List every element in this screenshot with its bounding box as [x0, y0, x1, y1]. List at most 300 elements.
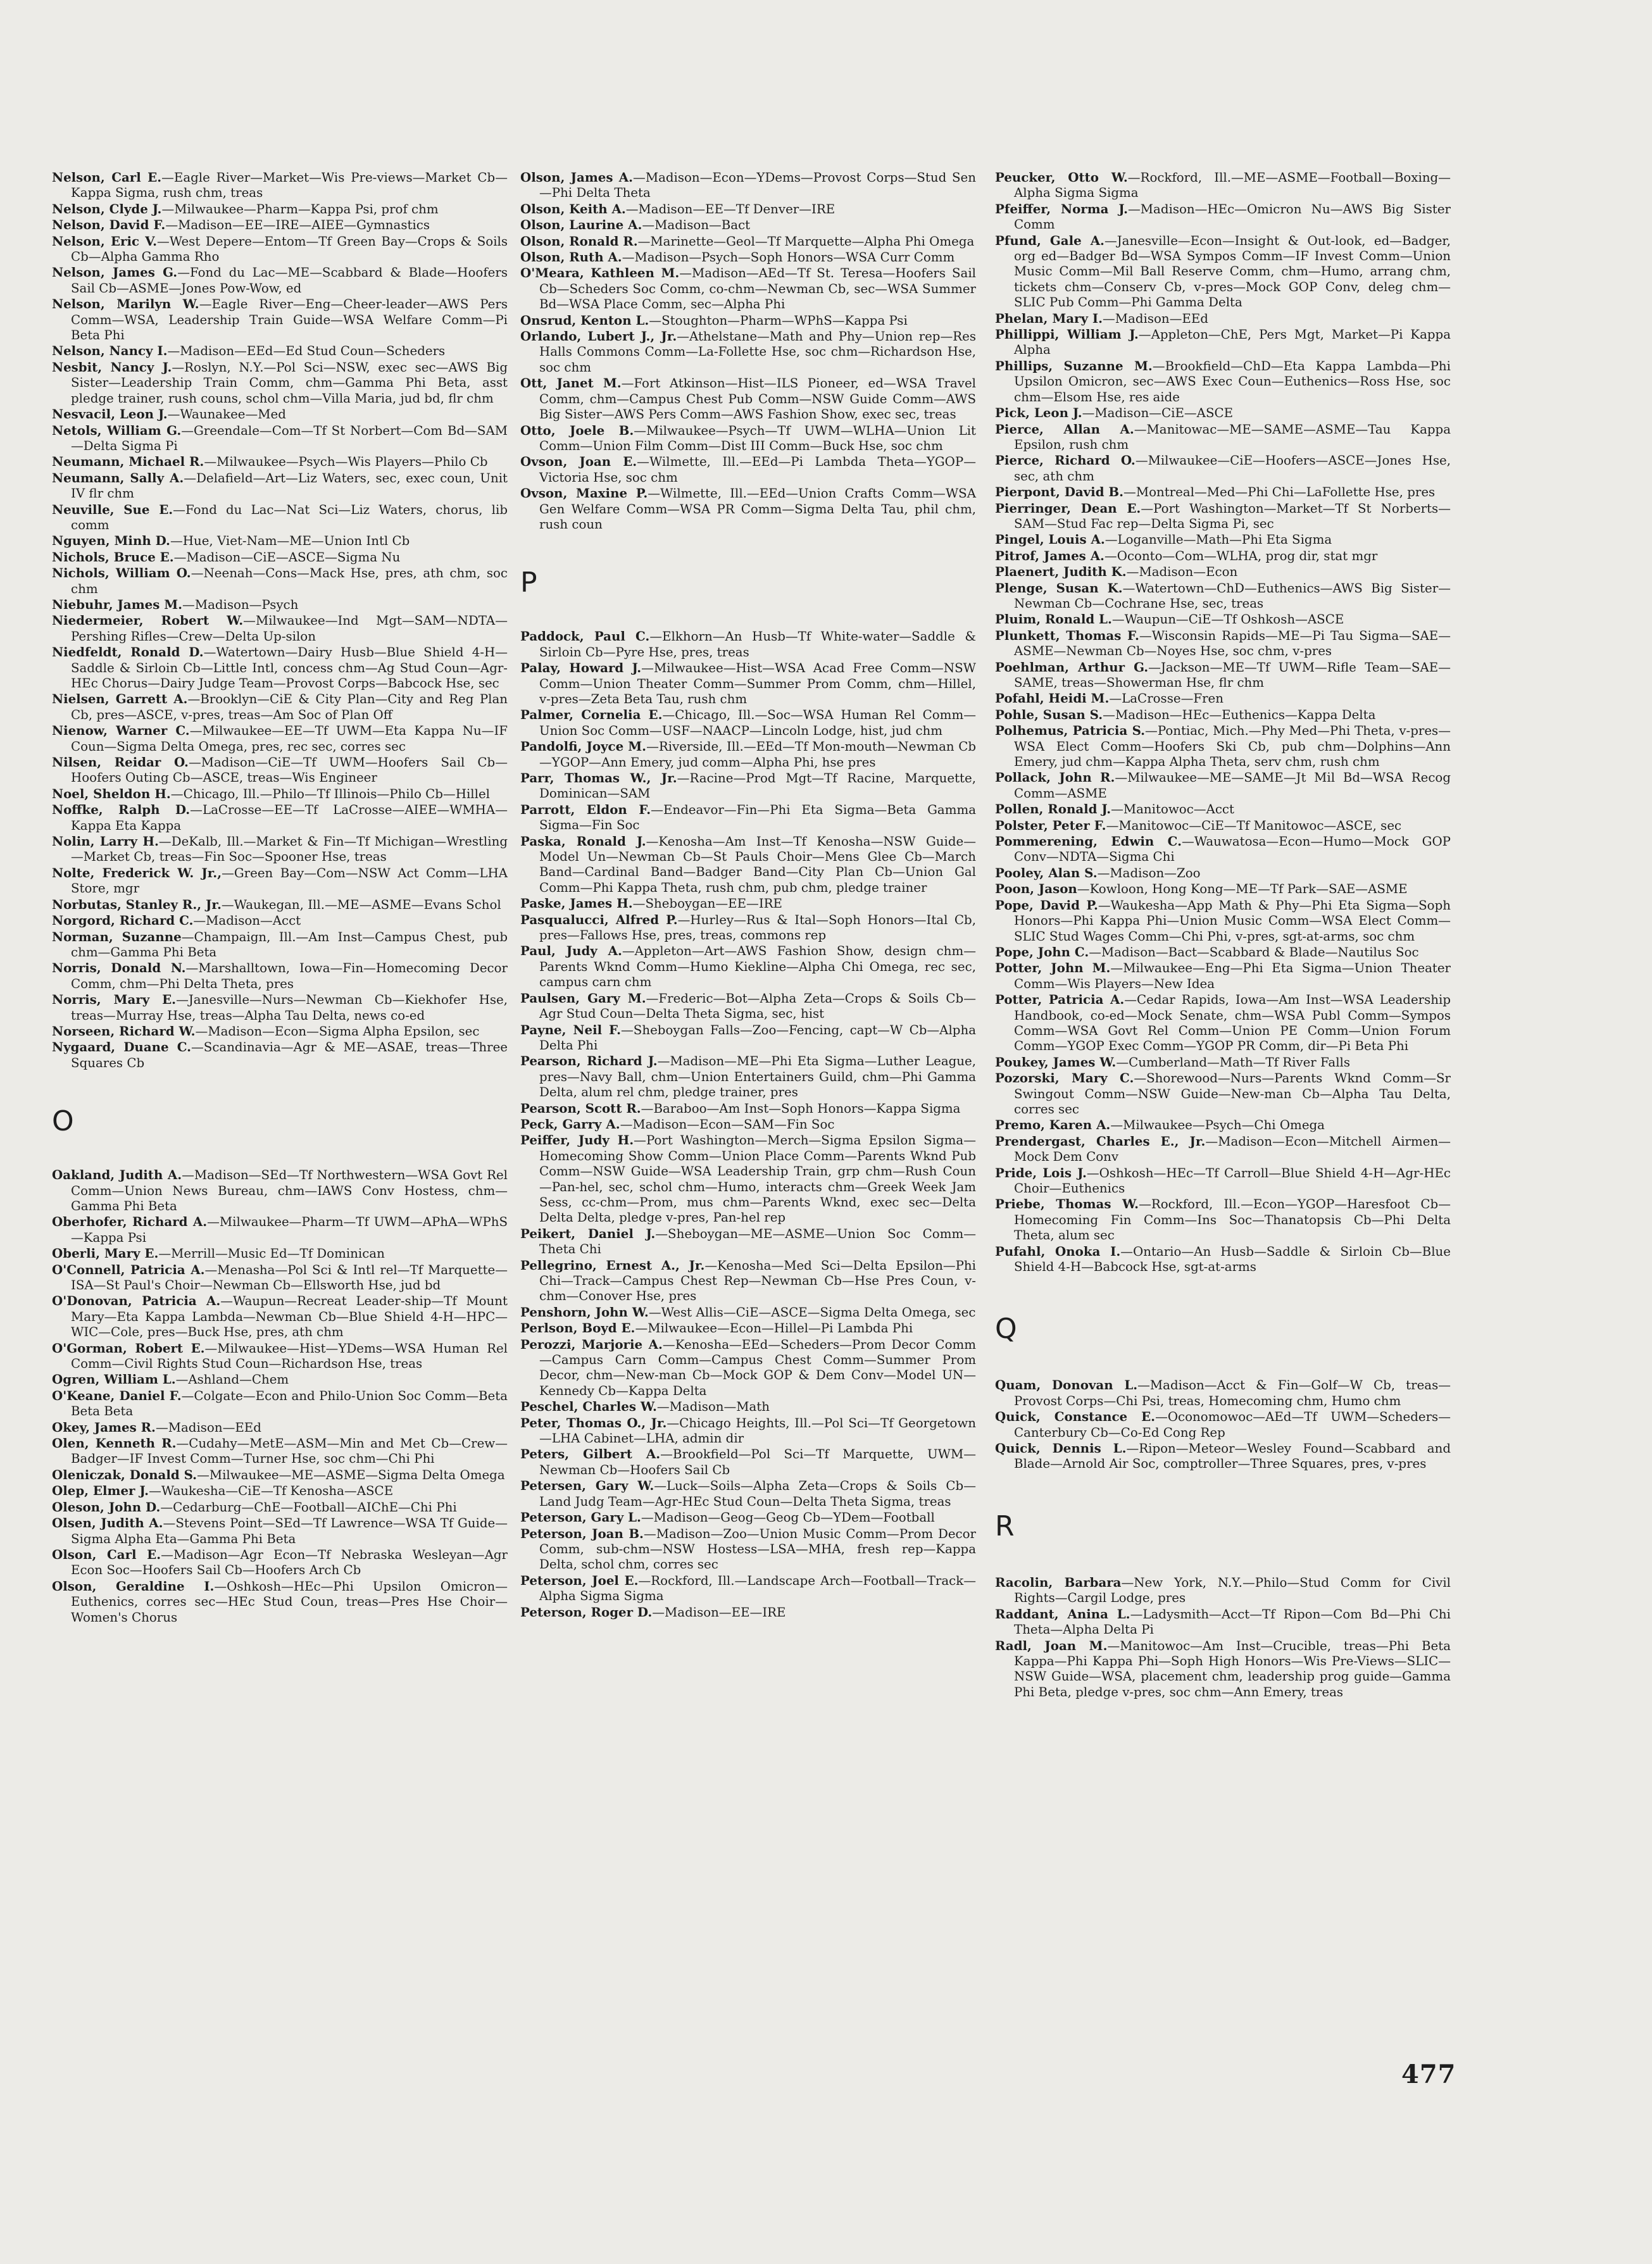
entry-name: Pasqualucci, Alfred P. [520, 911, 678, 927]
directory-entry [52, 597, 508, 613]
entry-name: Pick, Leon J. [995, 405, 1082, 421]
entry-details: —Wisconsin Rapids—ME—Pi Tau Sigma—SAE—ASME—Newman Cb—Noyes Hse, soc chm, v-pres [1014, 628, 1451, 659]
entry-name: Poon, Jason [995, 881, 1077, 897]
directory-entry [995, 422, 1451, 453]
entry-details: —Cudahy—MetE—ASM—Min and Met Cb—Crew—Badger—IF Invest Comm—Turner Hse, soc chm—Chi Phi [71, 1436, 508, 1467]
entry-details: —Madison—Econ—YDems—Provost Corps—Stud Sen—Phi Delta Theta [539, 170, 976, 201]
entry-details: —New York, N.Y.—Philo—Stud Comm for Civil Rights—Cargil Lodge, pres [1014, 1575, 1451, 1606]
directory-entry [52, 613, 508, 644]
directory-entry [52, 406, 508, 422]
directory-entry [520, 265, 976, 312]
directory-entry [520, 1258, 976, 1304]
entry-details: —Kenosha—Am Inst—Tf Kenosha—NSW Guide—Model Un—Newman Cb—St Pauls Choir—Mens Glee Cb—March Band—Cardinal Band—Badger Band—City Plan Cb—Union Gal Comm—Phi Kappa Theta, rush chm, pub chm, pledge trainer [539, 834, 976, 895]
directory-entry [995, 770, 1451, 801]
entry-name: Oleson, John D. [52, 1499, 161, 1515]
directory-entry [520, 991, 976, 1022]
entry-details: —Manitowoc—CiE—Tf Manitowoc—ASCE, sec [1106, 818, 1402, 833]
directory-entry [520, 1446, 976, 1478]
directory-entry [520, 1526, 976, 1573]
entry-name: Pluim, Ronald L. [995, 611, 1112, 627]
directory-entry [52, 1246, 508, 1261]
entry-name: Parr, Thomas W., Jr. [520, 770, 677, 785]
entry-details: —Fort Atkinson—Hist—ILS Pioneer, ed—WSA Travel Comm, chm—Campus Chest Pub Comm—NSW Guide Comm—AWS Big Sister—AWS Pers Comm—AWS Fashion Show, exec sec, treas [539, 376, 976, 422]
entry-details: —Fond du Lac—ME—Scabbard & Blade—Hoofers Sail Cb—ASME—Jones Pow-Wow, ed [71, 265, 508, 296]
entry-name: Pfund, Gale A. [995, 232, 1104, 248]
entry-name: Pearson, Scott R. [520, 1100, 641, 1116]
entry-name: Phillippi, William J. [995, 327, 1139, 342]
entry-details: —Milwaukee—Eng—Phi Eta Sigma—Union Theater Comm—Wis Players—New Idea [1014, 961, 1451, 991]
entry-name: Olson, Ronald R. [520, 233, 638, 249]
entry-details: —Endeavor—Fin—Phi Eta Sigma—Beta Gamma Sigma—Fin Soc [539, 802, 977, 833]
entry-name: Nelson, Carl E. [52, 170, 162, 185]
entry-details: —Stevens Point—SEd—Tf Lawrence—WSA Tf Guide—Sigma Alpha Eta—Gamma Phi Beta [71, 1516, 508, 1546]
directory-entry [520, 943, 976, 990]
entry-name: Olson, Laurine A. [520, 217, 642, 233]
directory-entry [995, 944, 1451, 960]
entry-name: Norman, Suzanne [52, 929, 182, 944]
entry-details: —Milwaukee—Psych—Tf UWM—WLHA—Union Lit Comm—Union Film Comm—Dist III Comm—Buck Hse, soc chm [539, 423, 976, 453]
entry-details: —Madison—EEd [1103, 311, 1208, 326]
entry-details: —Eagle River—Market—Wis Pre-views—Market Cb—Kappa Sigma, rush chm, treas [71, 170, 508, 201]
directory-entry [995, 992, 1451, 1054]
directory-entry [995, 484, 1451, 500]
entry-details: —Waukesha—CiE—Tf Kenosha—ASCE [149, 1484, 394, 1499]
entry-details: —Stoughton—Pharm—WPhS—Kappa Psi [649, 313, 908, 328]
entry-name: Norgord, Richard C. [52, 913, 194, 929]
entry-details: —Waupun—Recreat Leader-ship—Tf Mount Mary—Eta Kappa Lambda—Newman Cb—Blue Shield 4-H—HPC—WIC—Cole, pres—Buck Hse, pres, ath chm [71, 1294, 508, 1340]
entry-details: —Madison—Econ—SAM—Fin Soc [620, 1116, 835, 1132]
entry-details: —Madison—EE—IRE—AIEE—Gymnastics [165, 218, 430, 233]
entry-details: —Kenosha—Med Sci—Delta Epsilon—Phi Chi—Track—Campus Chest Rep—Newman Cb—Hse Pres Coun, v-chm—Conover Hse, pres [539, 1258, 976, 1304]
directory-entry [520, 1604, 976, 1620]
entry-name: Onsrud, Kenton L. [520, 312, 649, 328]
entry-name: Olson, Ruth A. [520, 249, 622, 265]
entry-name: Prendergast, Charles E., Jr. [995, 1133, 1206, 1149]
column-left [52, 170, 508, 1625]
entry-details: —Madison—Zoo [1097, 865, 1201, 880]
entry-name: Plunkett, Thomas F. [995, 627, 1139, 643]
directory-entry [520, 1337, 976, 1399]
directory-entry [995, 1244, 1451, 1275]
directory-entry [520, 802, 976, 834]
entry-details: —Madison—HEc—Omicron Nu—AWS Big Sister Comm [1014, 201, 1451, 232]
directory-entry [52, 1420, 508, 1435]
entry-name: Norris, Donald N. [52, 960, 186, 976]
directory-entry [52, 1483, 508, 1499]
entry-details: —Madison—Math [656, 1399, 770, 1415]
entry-name: Radl, Joan M. [995, 1637, 1108, 1653]
entry-details: —Rockford, Ill.—Econ—YGOP—Haresfoot Cb—Homecoming Fin Comm—Ins Soc—Thanatopsis Cb—Phi Delta Theta, alum sec [1014, 1197, 1451, 1243]
entry-details: —Madison—EE—IRE [652, 1604, 786, 1620]
directory-entry [995, 881, 1451, 897]
entry-name: Pommerening, Edwin C. [995, 834, 1182, 849]
directory-entry [995, 327, 1451, 358]
directory-entry [995, 691, 1451, 706]
entry-details: —Ashland—Chem [175, 1372, 289, 1387]
entry-name: Neuville, Sue E. [52, 501, 173, 517]
entry-name: Olson, Carl E. [52, 1546, 161, 1562]
entry-name: Plenge, Susan K. [995, 580, 1123, 596]
entry-name: Netols, William G. [52, 422, 182, 438]
entry-details: —Manitowoc—Am Inst—Crucible, treas—Phi Beta Kappa—Phi Kappa Phi—Soph High Honors—Wis Pre-Views—SLIC—NSW Guide—WSA, placement chm, leadership prog guide—Gamma Phi Beta, pledge v-pres, soc chm—Ann Emery, treas [1014, 1638, 1451, 1699]
directory-entry [52, 691, 508, 723]
column-right [995, 170, 1451, 1700]
entry-details: —Marshalltown, Iowa—Fin—Homecoming Decor Comm, chm—Phi Delta Theta, pres [71, 961, 508, 991]
directory-entry [520, 249, 976, 265]
entry-name: Racolin, Barbara [995, 1574, 1122, 1590]
entry-name: Peters, Gilbert A. [520, 1446, 661, 1462]
entry-details: —Appleton—Art—AWS Fashion Show, design chm—Parents Wknd Comm—Humo Kiekline—Alpha Chi Omega, rec sec, campus carn chm [539, 944, 976, 990]
entry-name: Payne, Neil F. [520, 1022, 621, 1037]
entry-name: O'Connell, Patricia A. [52, 1261, 205, 1277]
directory-entry [52, 992, 508, 1023]
entry-name: Norbutas, Stanley R., Jr. [52, 896, 222, 912]
directory-entry [995, 723, 1451, 770]
entry-name: Peck, Garry A. [520, 1116, 620, 1132]
entry-name: O'Meara, Kathleen M. [520, 265, 680, 281]
directory-entry [995, 960, 1451, 992]
entry-name: Plaenert, Judith K. [995, 564, 1127, 580]
entry-name: Olson, Keith A. [520, 201, 626, 216]
entry-details: —Madison—CiE—ASCE [1082, 406, 1234, 421]
directory-entry [520, 234, 976, 249]
directory-entry [520, 1022, 976, 1054]
entry-details: —Kowloon, Hong Kong—ME—Tf Park—SAE—ASME [1077, 882, 1408, 897]
entry-name: Nelson, David F. [52, 217, 166, 233]
directory-entry [995, 865, 1451, 881]
entry-details: —Merrill—Music Ed—Tf Dominican [158, 1246, 385, 1261]
directory-entry [52, 265, 508, 296]
directory-entry [520, 170, 976, 201]
column-middle [520, 170, 976, 1620]
entry-name: Pierpont, David B. [995, 484, 1124, 500]
entry-name: Perozzi, Marjorie A. [520, 1336, 663, 1352]
entry-name: Raddant, Anina L. [995, 1606, 1130, 1622]
directory-entry [52, 1372, 508, 1387]
entry-details: —Champaign, Ill.—Am Inst—Campus Chest, pub chm—Gamma Phi Beta [71, 929, 508, 960]
directory-entry [995, 405, 1451, 421]
directory-entry [52, 470, 508, 502]
directory-entry [995, 834, 1451, 865]
entry-name: Nelson, James G. [52, 265, 178, 280]
directory-entry [52, 1499, 508, 1515]
entry-details: —Madison—Bact [642, 218, 751, 233]
entry-details: —Eagle River—Eng—Cheer-leader—AWS Pers Comm—WSA, Leadership Train Guide—WSA Welfare Comm—Pi Beta Phi [71, 297, 508, 343]
directory-entry [995, 453, 1451, 484]
entry-details: —Ripon—Meteor—Wesley Found—Scabbard and Blade—Arnold Air Soc, comptroller—Three Squares, pres, v-pres [1014, 1441, 1451, 1472]
entry-name: Nguyen, Minh D. [52, 533, 170, 549]
entry-name: Nesvacil, Leon J. [52, 406, 168, 422]
entry-details: —Waunakee—Med [167, 407, 286, 422]
directory-entry [520, 834, 976, 896]
section-letter: O [52, 1105, 74, 1138]
entry-name: Otto, Joele B. [520, 422, 634, 438]
entry-name: Oberli, Mary E. [52, 1246, 159, 1261]
entry-details: —Madison—EE—Tf Denver—IRE [625, 201, 835, 216]
directory-entry [52, 913, 508, 929]
entry-details: —Cumberland—Math—Tf River Falls [1116, 1054, 1351, 1070]
entry-details: —Milwaukee—Psych—Wis Players—Philo Cb [204, 454, 488, 470]
directory-entry [52, 1293, 508, 1340]
directory-entry [520, 1116, 976, 1132]
section-letter: R [995, 1510, 1015, 1542]
directory-entry [995, 1165, 1451, 1197]
directory-entry [995, 1441, 1451, 1472]
directory-entry [995, 897, 1451, 944]
directory-entry [995, 501, 1451, 532]
entry-name: Paulsen, Gary M. [520, 990, 646, 1006]
entry-details: —Madison—Econ—Sigma Alpha Epsilon, sec [195, 1023, 480, 1039]
entry-name: Nolin, Larry H. [52, 834, 159, 849]
entry-details: —Rockford, Ill.—Landscape Arch—Football—Track—Alpha Sigma Sigma [539, 1573, 976, 1604]
entry-details: —Milwaukee—ME—SAME—Jt Mil Bd—WSA Recog Comm—ASME [1014, 770, 1451, 801]
entry-details: —Janesville—Econ—Insight & Out-look, ed—Badger, org ed—Badger Bd—WSA Sympos Comm—IF Invest Comm—Union Music Comm—Mil Ball Reserve Comm, chm—Humo, arrang chm, tickets chm—Conserv Cb, v-pres—Mock GOP Conv, deleg chm—SLIC Pub Comm—Phi Gamma Delta [1014, 233, 1451, 310]
entry-details: —Madison—Acct & Fin—Golf—W Cb, treas—Provost Corps—Chi Psi, treas, Homecoming chm, Humo chm [1014, 1378, 1451, 1408]
entry-name: Peterson, Roger D. [520, 1604, 653, 1620]
entry-name: Nielsen, Garrett A. [52, 691, 188, 707]
directory-entry [520, 1399, 976, 1415]
entry-name: Penshorn, John W. [520, 1304, 649, 1320]
directory-entry [52, 502, 508, 534]
directory-entry [995, 818, 1451, 834]
directory-entry [995, 532, 1451, 547]
section-letter: Q [995, 1313, 1017, 1346]
entry-name: Okey, James R. [52, 1419, 156, 1435]
entry-details: —Oconomowoc—AEd—Tf UWM—Scheders—Canterbury Cb—Co-Ed Cong Rep [1014, 1410, 1451, 1440]
entry-details: —Milwaukee—Psych—Chi Omega [1110, 1118, 1325, 1133]
entry-name: Nygaard, Duane C. [52, 1039, 191, 1055]
entry-name: Neumann, Sally A. [52, 470, 184, 485]
entry-details: —Kenosha—EEd—Scheders—Prom Decor Comm—Campus Carn Comm—Campus Chest Comm—Summer Prom Decor, chm—New-man Cb—Mock GOP & Dem Conv—Model UN—Kennedy Cb—Kappa Delta [539, 1337, 976, 1398]
entry-name: Peterson, Gary L. [520, 1510, 641, 1525]
entry-name: Nolte, Frederick W. Jr., [52, 865, 222, 880]
entry-details: —Riverside, Ill.—EEd—Tf Mon-mouth—Newman Cb—YGOP—Ann Emery, jud comm—Alpha Phi, hse pres [539, 739, 976, 770]
entry-name: Paddock, Paul C. [520, 629, 650, 644]
entry-details: —Madison—CiE—Tf UWM—Hoofers Sail Cb—Hoofers Outing Cb—ASCE, treas—Wis Engineer [71, 755, 508, 785]
entry-details: —West Allis—CiE—ASCE—Sigma Delta Omega, sec [648, 1304, 976, 1320]
directory-entry [52, 1547, 508, 1579]
entry-name: Polhemus, Patricia S. [995, 723, 1146, 739]
entry-name: Potter, John M. [995, 960, 1111, 976]
entry-name: Nelson, Marilyn W. [52, 296, 199, 312]
entry-details: —Rockford, Ill.—ME—ASME—Football—Boxing—Alpha Sigma Sigma [1014, 170, 1451, 201]
entry-name: Potter, Patricia A. [995, 992, 1125, 1008]
directory-entry [52, 929, 508, 961]
entry-name: Quick, Constance E. [995, 1409, 1156, 1425]
entry-name: Pitrof, James A. [995, 547, 1104, 563]
entry-details: —Madison—EEd—Ed Stud Coun—Scheders [167, 344, 446, 359]
entry-name: Noel, Sheldon H. [52, 785, 171, 801]
directory-entry [520, 770, 976, 802]
entry-details: —Cedar Rapids, Iowa—Am Inst—WSA Leadership Handbook, co-ed—Mock Senate, chm—WSA Publ Comm—Sympos Comm—WSA Govt Rel Comm—Union PE Comm—Union Forum Comm—YGOP Exec Comm—YGOP PR Comm, dir—Pi Beta Phi [1014, 992, 1451, 1054]
entry-name: Pearson, Richard J. [520, 1053, 658, 1069]
directory-entry [520, 1101, 976, 1116]
entry-name: Palay, Howard J. [520, 660, 642, 676]
entry-details: —Madison—Acct [193, 913, 301, 929]
directory-entry [995, 170, 1451, 201]
entry-details: —Oconto—Com—WLHA, prog dir, stat mgr [1104, 548, 1378, 563]
entry-name: Peucker, Otto W. [995, 170, 1128, 185]
entry-name: Nelson, Nancy I. [52, 343, 168, 359]
directory-entry [52, 1388, 508, 1420]
directory-entry [995, 358, 1451, 405]
entry-details: —Milwaukee—Ind Mgt—SAM—NDTA—Pershing Rifles—Crew—Delta Up-silon [71, 613, 508, 644]
entry-details: —Madison—Zoo—Union Music Comm—Prom Decor Comm, sub-chm—NSW Hostess—LSA—MHA, fresh rep—Kappa Delta, schol chm, corres sec [539, 1526, 976, 1572]
entry-details: —Jackson—ME—Tf UWM—Rifle Team—SAE—SAME, treas—Showerman Hse, flr chm [1014, 660, 1451, 690]
entry-name: Ogren, William L. [52, 1372, 176, 1387]
entry-details: —Racine—Prod Mgt—Tf Racine, Marquette, Dominican—SAM [539, 771, 976, 801]
directory-entry [520, 1053, 976, 1100]
directory-entry [520, 1304, 976, 1320]
directory-entry [520, 485, 976, 532]
entry-name: Noffke, Ralph D. [52, 802, 191, 818]
entry-details: —LaCrosse—Fren [1109, 691, 1223, 706]
entry-details: —Milwaukee—Hist—WSA Acad Free Comm—NSW Comm—Union Theater Comm—Summer Prom Comm, chm—Hillel, v-pres—Zeta Beta Tau, rush chm [539, 661, 976, 706]
entry-details: —Madison—Geog—Geog Cb—YDem—Football [641, 1510, 935, 1525]
directory-entry [995, 1196, 1451, 1243]
entry-name: Polster, Peter F. [995, 817, 1106, 833]
entry-details: —Shorewood—Nurs—Parents Wknd Comm—Sr Swingout Comm—NSW Guide—New-man Cb—Alpha Tau Delta, corres sec [1014, 1071, 1451, 1116]
entry-details: —Montreal—Med—Phi Chi—LaFollette Hse, pres [1123, 485, 1436, 500]
entry-name: Poehlman, Arthur G. [995, 659, 1149, 675]
directory-entry [52, 565, 508, 597]
entry-details: —Baraboo—Am Inst—Soph Honors—Kappa Sigma [641, 1101, 961, 1116]
directory-entry [52, 786, 508, 802]
directory-entry [520, 1320, 976, 1336]
entry-details: —Brooklyn—CiE & City Plan—City and Reg Plan Cb, pres—ASCE, v-pres, treas—Am Soc of Plan Off [71, 692, 508, 722]
entry-name: Pozorski, Mary C. [995, 1070, 1134, 1086]
directory-entry [52, 1579, 508, 1625]
entry-details: —Madison—HEc—Euthenics—Kappa Delta [1103, 707, 1376, 722]
directory-entry [520, 375, 976, 422]
entry-name: Pierringer, Dean E. [995, 500, 1141, 516]
entry-name: Pellegrino, Ernest A., Jr. [520, 1257, 705, 1273]
entry-name: Pufahl, Onoka I. [995, 1243, 1121, 1259]
entry-name: Pierce, Richard O. [995, 453, 1136, 468]
directory-entry [520, 707, 976, 739]
entry-name: Olep, Elmer J. [52, 1483, 149, 1499]
entry-details: —Neenah—Cons—Mack Hse, pres, ath chm, soc chm [71, 566, 508, 596]
directory-entry [520, 217, 976, 233]
directory-entry [52, 234, 508, 265]
directory-entry [995, 1117, 1451, 1133]
entry-details: —Brookfield—Pol Sci—Tf Marquette, UWM—Newman Cb—Hoofers Sail Cb [539, 1447, 976, 1477]
directory-entry [52, 423, 508, 454]
directory-entry [52, 1023, 508, 1039]
entry-details: —Milwaukee—CiE—Hoofers—ASCE—Jones Hse, sec, ath chm [1014, 453, 1451, 484]
entry-details: —Wilmette, Ill.—EEd—Union Crafts Comm—WSA Gen Welfare Comm—WSA PR Comm—Sigma Delta Tau, phil chm, rush coun [539, 486, 976, 532]
entry-name: Nienow, Warner C. [52, 723, 190, 739]
entry-name: O'Gorman, Robert E. [52, 1340, 205, 1356]
directory-entry [52, 960, 508, 992]
entry-name: Olson, Geraldine I. [52, 1578, 215, 1594]
entry-name: Pingel, Louis A. [995, 532, 1105, 547]
directory-entry [52, 533, 508, 549]
entry-name: Paul, Judy A. [520, 943, 622, 959]
entry-name: Olson, James A. [520, 170, 634, 185]
directory-entry [52, 170, 508, 201]
directory-entry [52, 723, 508, 754]
entry-details: —Sheboygan—EE—IRE [632, 896, 782, 911]
entry-name: Pandolfi, Joyce M. [520, 739, 647, 754]
entry-name: Olen, Kenneth R. [52, 1435, 177, 1451]
entry-details: —West Depere—Entom—Tf Green Bay—Crops & Soils Cb—Alpha Gamma Rho [71, 234, 508, 265]
entry-details: —Sheboygan—ME—ASME—Union Soc Comm—Theta Chi [539, 1226, 976, 1257]
entry-details: —Madison—Econ [1126, 565, 1238, 580]
directory-entry [995, 611, 1451, 627]
directory-entry [995, 580, 1451, 612]
entry-details: —Chicago Heights, Ill.—Pol Sci—Tf Georgetown—LHA Cabinet—LHA, admin dir [539, 1415, 976, 1446]
entry-details: —Ontario—An Husb—Saddle & Sirloin Cb—Blue Shield 4-H—Babcock Hse, sgt-at-arms [1014, 1244, 1451, 1275]
directory-entry [520, 739, 976, 770]
directory-entry [995, 628, 1451, 660]
entry-name: Pooley, Alan S. [995, 865, 1098, 880]
directory-entry [995, 1409, 1451, 1441]
page-number: 477 [1401, 2060, 1456, 2089]
entry-name: Oberhofer, Richard A. [52, 1214, 208, 1230]
entry-name: Parrott, Eldon F. [520, 801, 651, 817]
directory-entry [52, 1515, 508, 1547]
entry-name: Pohle, Susan S. [995, 706, 1103, 722]
entry-name: Peterson, Joel E. [520, 1572, 639, 1588]
entry-name: Peiffer, Judy H. [520, 1132, 634, 1148]
directory-entry [52, 1467, 508, 1483]
entry-name: Niedfeldt, Ronald D. [52, 644, 204, 660]
entry-details: —Madison—Agr Econ—Tf Nebraska Wesleyan—Agr Econ Soc—Hoofers Sail Cb—Hoofers Arch Cb [71, 1547, 508, 1578]
entry-details: —LaCrosse—EE—Tf LaCrosse—AIEE—WMHA—Kappa Eta Kappa [71, 803, 508, 833]
entry-details: —Manitowac—ME—SAME—ASME—Tau Kappa Epsilon, rush chm [1014, 422, 1451, 452]
entry-name: O'Keane, Daniel F. [52, 1387, 182, 1403]
entry-details: —Milwaukee—EE—Tf UWM—Eta Kappa Nu—IF Coun—Sigma Delta Omega, pres, rec sec, corres sec [71, 723, 508, 754]
directory-entry [995, 1070, 1451, 1117]
entry-name: Peikert, Daniel J. [520, 1225, 656, 1241]
entry-details: —Cedarburg—ChE—Football—AIChE—Chi Phi [160, 1499, 457, 1515]
entry-name: Norseen, Richard W. [52, 1023, 196, 1039]
entry-name: Phelan, Mary I. [995, 310, 1103, 326]
entry-details: —Watertown—Dairy Husb—Blue Shield 4-H—Saddle & Sirloin Cb—Little Intl, concess chm—Ag Stud Coun—Agr-HEc Chorus—Dairy Judge Team—Provost Corps—Babcock Hse, sec [71, 645, 508, 691]
entry-details: —Madison—Econ—Mitchell Airmen—Mock Dem Conv [1014, 1134, 1451, 1165]
entry-details: —Chicago, Ill.—Philo—Tf Illinois—Philo Cb—Hillel [170, 786, 490, 801]
entry-details: —Madison—SEd—Tf Northwestern—WSA Govt Rel Comm—Union News Bureau, chm—IAWS Conv Hostess, chm—Gamma Phi Beta [71, 1168, 508, 1213]
directory-entry [995, 201, 1451, 233]
entry-name: Petersen, Gary W. [520, 1478, 654, 1494]
directory-entry [520, 328, 976, 375]
entry-details: —Ladysmith—Acct—Tf Ripon—Com Bd—Phi Chi Theta—Alpha Delta Pi [1014, 1606, 1451, 1637]
entry-name: Nilsen, Reidar O. [52, 754, 189, 770]
entry-details: —Wauwatosa—Econ—Humo—Mock GOP Conv—NDTA—Sigma Chi [1014, 834, 1451, 865]
directory-entry [52, 201, 508, 217]
directory-entry [52, 865, 508, 897]
entry-name: Ovson, Maxine P. [520, 485, 648, 501]
entry-name: Nichols, Bruce E. [52, 549, 174, 565]
entry-details: —Elkhorn—An Husb—Tf White-water—Saddle & Sirloin Cb—Pyre Hse, pres, treas [539, 629, 976, 660]
directory-entry [52, 1214, 508, 1246]
entry-details: —Janesville—Nurs—Newman Cb—Kiekhofer Hse, treas—Murray Hse, treas—Alpha Tau Delta, news co-ed [71, 992, 508, 1023]
entry-details: —Marinette—Geol—Tf Marquette—Alpha Phi Omega [637, 234, 975, 249]
entry-details: —Madison—Bact—Scabbard & Blade—Nautilus Soc [1089, 944, 1419, 960]
entry-name: Niebuhr, James M. [52, 596, 183, 612]
directory-entry [520, 1573, 976, 1604]
entry-details: —Brookfield—ChD—Eta Kappa Lambda—Phi Upsilon Omicron, sec—AWS Exec Coun—Euthenics—Ross Hse, soc chm—Elsom Hse, res aide [1014, 358, 1451, 404]
entry-details: —Waupun—CiE—Tf Oshkosh—ASCE [1111, 612, 1344, 627]
entry-details: —Hurley—Rus & Ital—Soph Honors—Ital Cb, pres—Fallows Hse, pres, treas, commons rep [539, 912, 976, 943]
entry-details: —Oshkosh—HEc—Tf Carroll—Blue Shield 4-H—Agr-HEc Choir—Euthenics [1014, 1165, 1451, 1196]
entry-details: —Madison—Psych [182, 597, 299, 612]
directory-entry [995, 311, 1451, 327]
directory-entry [520, 313, 976, 328]
entry-name: Ovson, Joan E. [520, 454, 637, 470]
entry-details: —Port Washington—Merch—Sigma Epsilon Sigma—Homecoming Show Comm—Union Place Comm—Parents Wknd Pub Comm—NSW Guide—WSA Leadership Train, grp chm—Rush Coun—Pan-hel, sec, schol chm—Humo, interacts chm—Greek Week Jam Sess, cc-chm—Prom, mus chm—Parents Wknd, exec sec—Delta Delta Delta, pledge v-pres, Pan-hel rep [539, 1133, 976, 1225]
